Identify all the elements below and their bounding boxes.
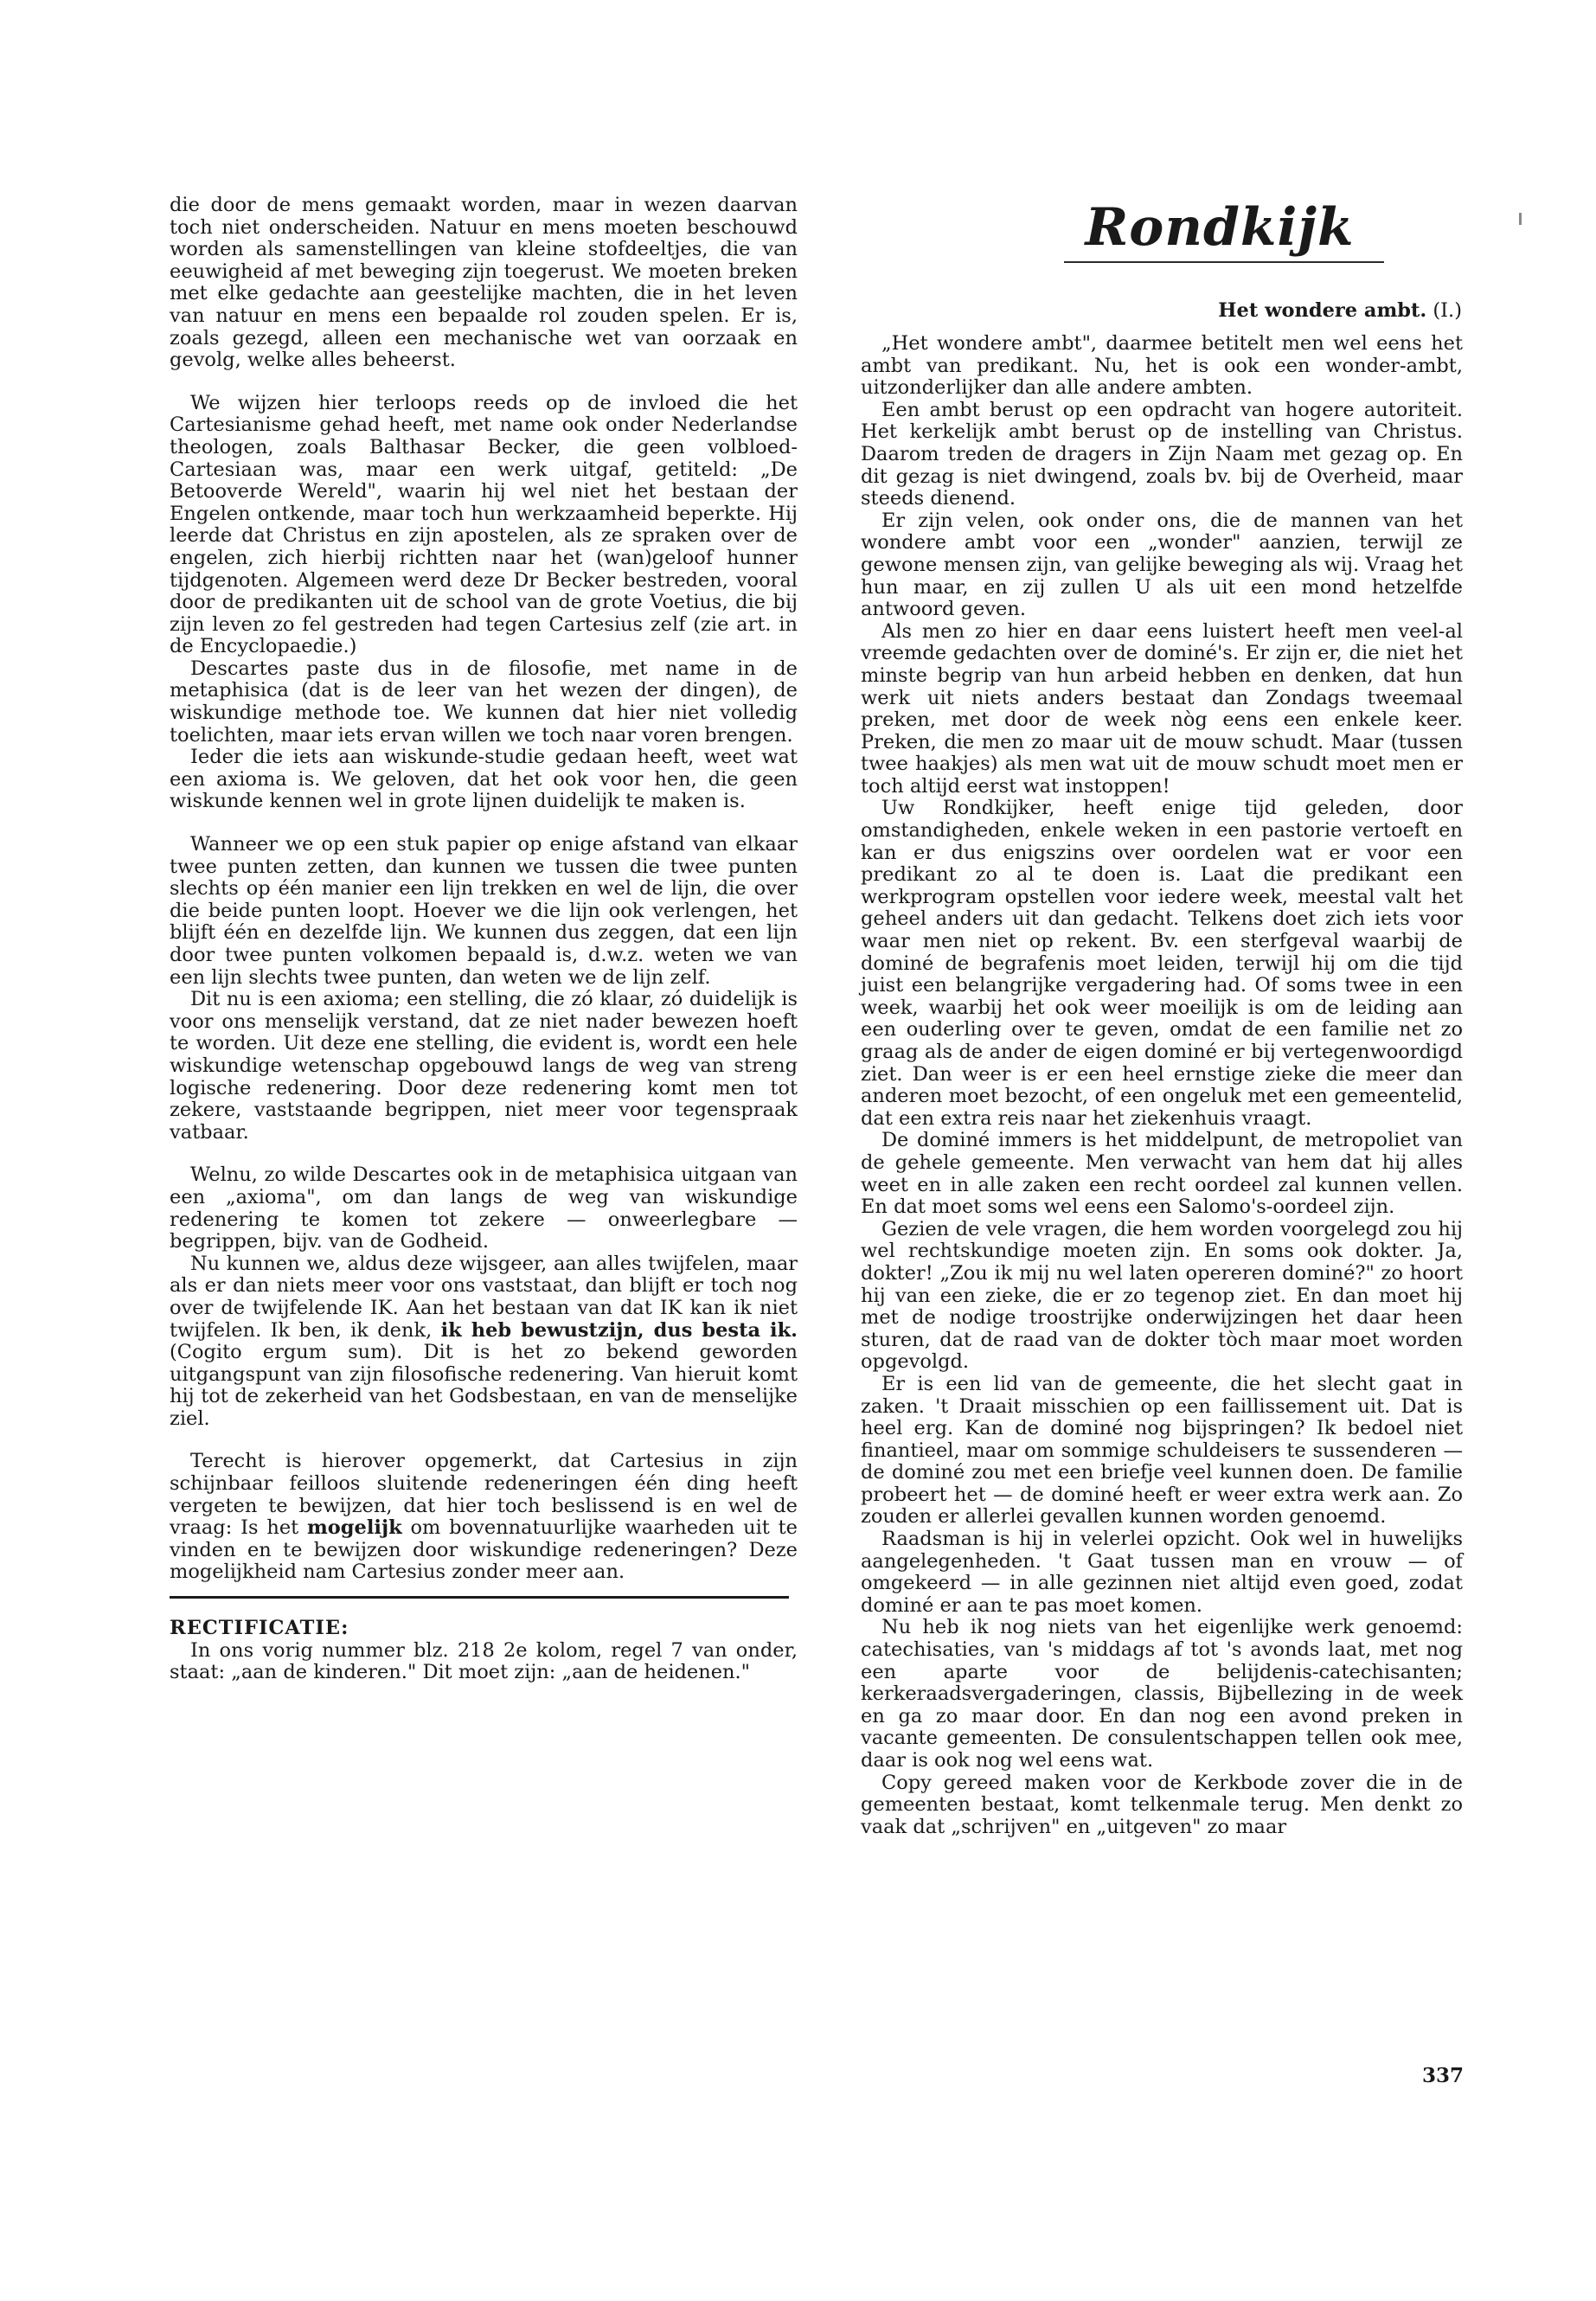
paragraph: Uw Rondkijker, heeft enige tijd geleden, door omstandigheden, enkele weken in een pastorie vertoeft en kan er dus enigszins over oordelen wat er voor een predikant zo al te doen is. Laat die predikant een werkprogram opstellen voor iedere week, meestal valt het geheel anders uit dan gedacht. Telkens doet zich iets voor waar men niet op rekent. Bv. een sterfgeval waarbij de dominé de begrafenis moet leiden, terwijl hij om die tijd juist een belangrijke vergadering had. Of soms twee in een week, waarbij het ook weer moeilijk is om de leiding aan een ouderling over te geven, omdat de een familie net zo graag als de ander de eigen dominé er bij vertegenwoordigd ziet. Dan weer is er een heel ernstige zieke die meer dan anderen moet bezocht, of een ongeluk met een gemeentelid, dat een extra reis naar het ziekenhuis vraagt. <box>861 797 1463 1130</box>
paragraph: Er zijn velen, ook onder ons, die de mannen van het wondere ambt voor een „wonder" aanzien, terwijl ze gewone mensen zijn, van gelijke beweging als wij. Vraag het hun maar, en zij zullen U als uit een mond hetzelfde antwoord geven. <box>861 509 1463 621</box>
paragraph: Raadsman is hij in velerlei opzicht. Ook wel in huwelijks aangelegenheden. 't Gaat tussen man en vrouw — of omgekeerd — in alle gezinnen niet altijd even goed, zodat dominé er aan te pas moet komen. <box>861 1528 1463 1617</box>
paragraph: De dominé immers is het middelpunt, de metropoliet van de gehele gemeente. Men verwacht van hem dat hij alles weet en in alle zaken een recht oordeel zal kunnen vellen. En dat moet soms wel eens een Salomo's-oordeel zijn. <box>861 1129 1463 1219</box>
left-column <box>170 195 798 1684</box>
paragraph <box>170 1253 798 1431</box>
paragraph: „Het wondere ambt", daarmee betitelt men wel eens het ambt van predikant. Nu, het is ook een wonder-ambt, uitzonderlijker dan alle andere ambten. <box>861 332 1463 400</box>
subheading-text: Het wondere ambt. <box>1218 299 1427 322</box>
subheading-number: (I.) <box>1433 299 1462 322</box>
bold-phrase: ik heb bewustzijn, dus besta ik. <box>440 1318 798 1342</box>
article-subheading <box>1125 299 1462 322</box>
paragraph: Er is een lid van de gemeente, die het slecht gaat in zaken. 't Draait misschien op een faillissement uit. Dat is heel erg. Kan de dominé nog bijspringen? Ik bedoel niet finantieel, maar om sommige schuldeisers te sussenderen — de dominé zou met een briefje veel kunnen doen. De familie probeert het — de dominé heeft er weer extra werk aan. Zo zouden er allerlei gevallen kunnen worden genoemd. <box>861 1372 1463 1529</box>
paragraph: Een ambt berust op een opdracht van hogere autoriteit. Het kerkelijk ambt berust op de instelling van Christus. Daarom treden de dragers in Zijn Naam met gezag op. En dit gezag is niet dwingend, zoals bv. bij de Overheid, maar steeds dienend. <box>861 398 1463 510</box>
section-divider <box>170 1596 789 1599</box>
text-run: Terecht is hierover opgemerkt, dat Cartesius in zijn schijnbaar feilloos sluitende redeneringen één ding heeft vergeten te bewijzen, dat hier toch beslissend is en wel de vraag: Is het <box>170 1450 798 1540</box>
paragraph: Welnu, zo wilde Descartes ook in de metaphisica uitgaan van een „axioma", om dan langs de weg van wiskundige redenering te komen tot zekere — onweerlegbare — begrippen, bijv. van de Godheid. <box>170 1163 798 1253</box>
paragraph <box>170 1451 798 1584</box>
text-run: Nu kunnen we, aldus deze wijsgeer, aan alles twijfelen, maar als er dan niets meer voor ons vaststaat, dan blijft er toch nog over de twijfelende IK. Aan het bestaan van dat IK kan ik niet twijfelen. Ik ben, ik denk, <box>170 1252 798 1342</box>
text-run: om bovennatuurlijke waarheden uit te vinden en te bewijzen door wiskundige redeneringen? Deze mogelijkheid nam Cartesius zonder meer aan. <box>170 1516 798 1584</box>
paragraph: Descartes paste dus in de filosofie, met name in de metaphisica (dat is de leer van het wezen der dingen), de wiskundige methode toe. We kunnen dat hier niet volledig toelichten, maar iets ervan willen we toch naar voren brengen. <box>170 657 798 747</box>
rectification-heading: RECTIFICATIE: <box>170 1617 349 1640</box>
paragraph: Als men zo hier en daar eens luistert heeft men veel-al vreemde gedachten over de dominé's. Er zijn er, die niet het minste begrip van hun arbeid hebben en denken, dat hun werk uit niets anders bestaat dan Zondags tweemaal preken, met door de week nòg eens een enkele keer. Preken, die men zo maar uit de mouw schudt. Maar (tussen twee haakjes) als men wat uit de mouw schudt moet men er toch altijd eerst wat instoppen! <box>861 619 1463 798</box>
page-number: 337 <box>1422 2064 1465 2087</box>
paragraph: Dit nu is een axioma; een stelling, die zó klaar, zó duidelijk is voor ons menselijk verstand, dat ze niet nader bewezen hoeft te worden. Uit deze ene stelling, die evident is, wordt een hele wiskundige wetenschap opgebouwd langs de weg van streng logische redenering. Door deze redenering komt men tot zekere, vaststaande begrippen, niet meer voor tegenspraak vatbaar. <box>170 988 798 1144</box>
bold-phrase: mogelijk <box>306 1516 402 1540</box>
paragraph: We wijzen hier terloops reeds op de invloed die het Cartesianisme gehad heeft, met name ook onder Nederlandse theologen, zoals Balthasar Becker, die geen volbloed-Cartesiaan was, maar een werk uitgaf, getiteld: „De Betooverde Wereld", waarin hij wel niet het bestaan der Engelen ontkende, maar toch hun werkzaamheid beperkte. Hij leerde dat Christus en zijn apostelen, als ze spraken over de engelen, zich hierbij richtten naar het (wan)geloof hunner tijdgenoten. Algemeen werd deze Dr Becker bestreden, vooral door de predikanten uit de school van de grote Voetius, die bij zijn leven zo fel gestreden had tegen Cartesius zelf (zie art. in de Encyclopaedie.) <box>170 391 798 658</box>
paragraph: Wanneer we op een stuk papier op enige afstand van elkaar twee punten zetten, dan kunnen we tussen die twee punten slechts op één manier een lijn trekken en wel de lijn, die over die beide punten loopt. Hoever we die lijn ook verlengen, het blijft één en dezelfde lijn. We kunnen dus zeggen, dat een lijn door twee punten volkomen bepaald is, d.w.z. weten we van een lijn slechts twee punten, dan weten we de lijn zelf. <box>170 833 798 989</box>
scan-speck <box>1519 213 1522 225</box>
paragraph: Ieder die iets aan wiskunde-studie gedaan heeft, weet wat een axioma is. We geloven, dat het ook voor hen, die geen wiskunde kennen wel in grote lijnen duidelijk te maken is. <box>170 746 798 813</box>
rectification-text: In ons vorig nummer blz. 218 2e kolom, regel 7 van onder, staat: „aan de kinderen." Dit moet zijn: „aan de heidenen." <box>170 1638 798 1684</box>
column-title: Rondkijk <box>1085 197 1355 258</box>
paragraph: Gezien de vele vragen, die hem worden voorgelegd zou hij wel rechtskundige moeten zijn. En soms ook dokter. Ja, dokter! „Zou ik mij nu wel laten opereren dominé?" zo hoort hij van een zieke, die er zo tegenop ziet. En dan moet hij met de nodige troostrijke onderwijzingen het daar heen sturen, dat de raad van de dokter tòch maar moet worden opgevolgd. <box>861 1217 1463 1374</box>
text-run: (Cogito ergum sum). Dit is het zo bekend geworden uitgangspunt van zijn filosofische redenering. Van hieruit komt hij tot de zekerheid van het Godsbestaan, en van de menselijke ziel. <box>170 1341 798 1430</box>
paragraph: die door de mens gemaakt worden, maar in wezen daarvan toch niet onderscheiden. Natuur en mens moeten beschouwd worden als samenstellingen van kleine stofdeeltjes, die van eeuwigheid af met beweging zijn toegerust. We moeten breken met elke gedachte aan geestelijke machten, die in het leven van natuur en mens een bepaalde rol zouden spelen. Er is, zoals gezegd, alleen een mechanische wet van oorzaak en gevolg, welke alles beheerst. <box>170 194 798 372</box>
title-underline <box>1064 261 1384 263</box>
paragraph: Nu heb ik nog niets van het eigenlijke werk genoemd: catechisaties, van 's middags af tot 's avonds laat, met nog een aparte voor de belijdenis-catechisanten; kerkeraadsvergaderingen, classis, Bijbellezing in de week en ga zo maar door. En dan nog een avond preken in vacante gemeenten. De consulentschappen tellen ook mee, daar is ook nog wel eens wat. <box>861 1616 1463 1772</box>
paragraph: Copy gereed maken voor de Kerkbode zover die in de gemeenten bestaat, komt telkenmale terug. Men denkt zo vaak dat „schrijven" en „uitgeven" zo maar <box>861 1771 1463 1838</box>
right-column <box>861 333 1463 1838</box>
